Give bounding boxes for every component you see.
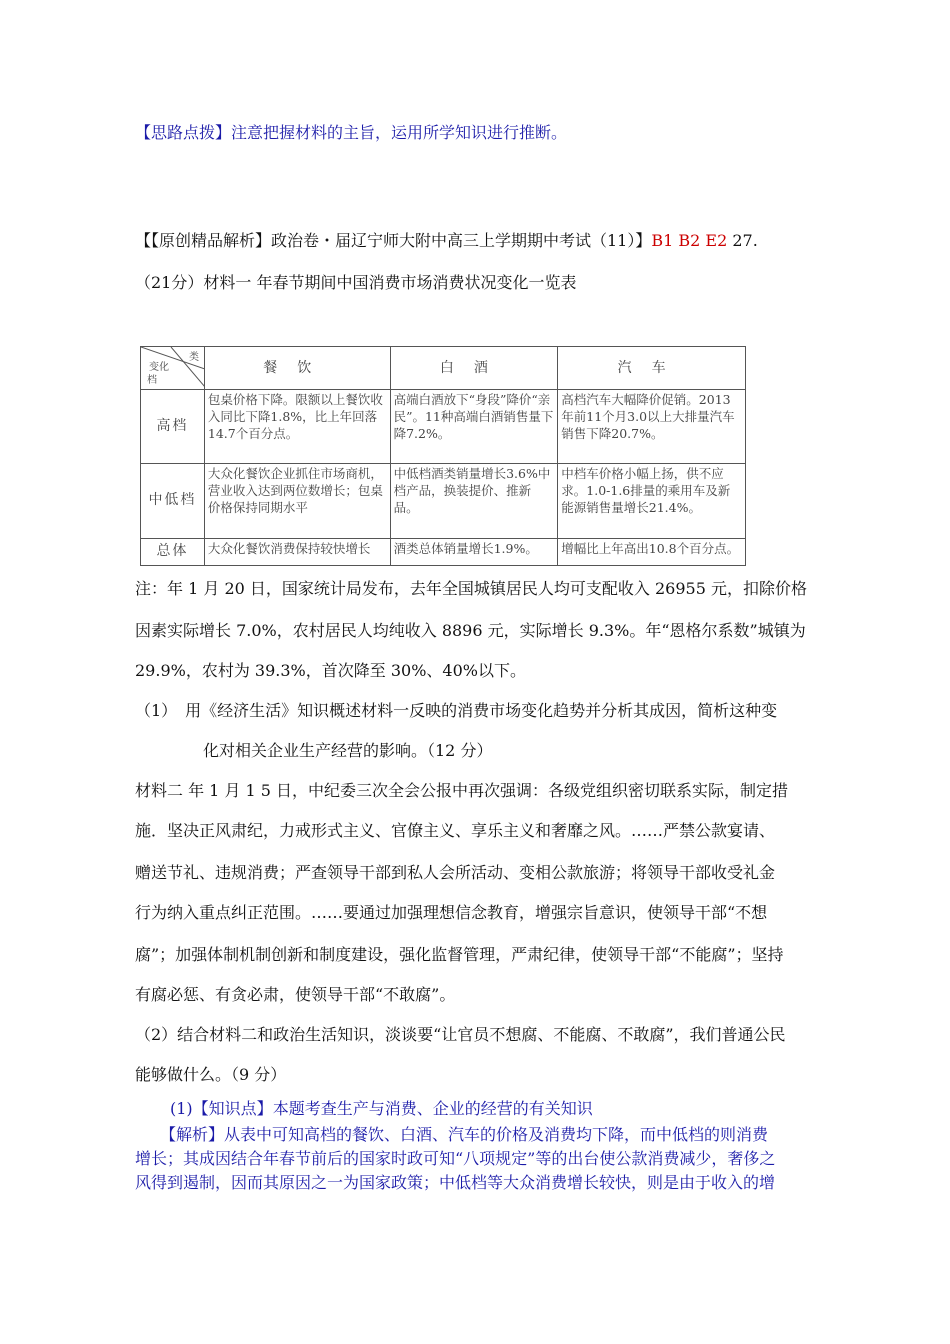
table-row bbox=[141, 538, 746, 566]
row-header: 高档 bbox=[141, 390, 205, 464]
analysis-line: 增长；其成因结合年春节前后的国家时政可知“八项规定”等的出台使公款消费减少，奢侈之 bbox=[135, 1149, 776, 1168]
table-cell: 高档汽车大幅降价促销。2013年前11个月3.0以上大排量汽车销售下降20.7%。 bbox=[558, 390, 746, 464]
question1-line: （1） 用《经济生活》知识概述材料一反映的消费市场变化趋势并分析其成因，简析这种变 bbox=[135, 701, 778, 720]
question2-line: 能够做什么。（9 分） bbox=[135, 1065, 287, 1084]
table-cell: 中低档酒类销量增长3.6%中档产品，换装提价、推新品。 bbox=[390, 464, 558, 538]
question2-line: （2）结合材料二和政治生活知识，淡谈要“让官员不想腐、不能腐、不敢腐”，我们普通公民 bbox=[135, 1025, 786, 1044]
analysis-line bbox=[160, 1124, 768, 1146]
table-row bbox=[141, 390, 746, 464]
analysis-line: 风得到遏制，因而其原因之一为国家政策；中低档等大众消费增长较快，则是由于收入的增 bbox=[135, 1173, 776, 1192]
consumption-table bbox=[140, 346, 746, 566]
note-line: 29.9%，农村为 39.3%，首次降至 30%、40%以下。 bbox=[135, 661, 526, 680]
material2-line: 行为纳入重点纠正范围。……要通过加强理想信念教育，增强宗旨意识，使领导干部“不想 bbox=[135, 903, 768, 922]
table-row bbox=[141, 464, 746, 538]
column-header: 餐饮 bbox=[204, 347, 390, 390]
material1-title: （21分）材料一 年春节期间中国消费市场消费状况变化一览表 bbox=[135, 273, 577, 292]
row-header: 总体 bbox=[141, 538, 205, 566]
knowledge-point-text: 本题考查生产与消费、企业的经营的有关知识 bbox=[272, 1099, 593, 1118]
knowledge-point-number: (1) bbox=[170, 1099, 193, 1118]
corner-label-top: 类 bbox=[189, 352, 199, 363]
question1-line: 化对相关企业生产经营的影响。（12 分） bbox=[203, 741, 493, 760]
hint-line bbox=[135, 122, 567, 144]
note-line: 因素实际增长 7.0%，农村居民人均纯收入 8896 元，实际增长 9.3%。年“恩格尔系数”城镇为 bbox=[135, 621, 806, 640]
knowledge-point-line bbox=[170, 1098, 593, 1120]
table-cell: 增幅比上年高出10.8个百分点。 bbox=[558, 538, 746, 566]
row-header: 中低档 bbox=[141, 464, 205, 538]
analysis-text: 从表中可知高档的餐饮、白酒、汽车的价格及消费均下降，而中低档的则消费 bbox=[224, 1125, 769, 1144]
analysis-label: 【解析】 bbox=[160, 1125, 225, 1144]
note-line: 注：年 1 月 20 日，国家统计局发布，去年全国城镇居民人均可支配收入 26955 元，扣除价格 bbox=[135, 579, 807, 598]
table-header-row bbox=[141, 347, 746, 390]
question-codes: B1 B2 E2 bbox=[651, 231, 728, 250]
corner-label-mid: 变化 bbox=[149, 362, 169, 373]
table-cell: 酒类总体销量增长1.9%。 bbox=[390, 538, 558, 566]
hint-text: 注意把握材料的主旨，运用所学知识进行推断。 bbox=[231, 123, 568, 142]
material2-line: 材料二 年 1 月 1 5 日，中纪委三次全会公报中再次强调：各级党组织密切联系实际，制定措 bbox=[135, 781, 789, 800]
table-cell: 大众化餐饮企业抓住市场商机，营业收入达到两位数增长；包桌价格保持同期水平 bbox=[204, 464, 390, 538]
material2-line: 有腐必惩、有贪必肃，使领导干部“不敢腐”。 bbox=[135, 985, 456, 1004]
knowledge-point-label: 【知识点】 bbox=[192, 1099, 273, 1118]
question-source: 【【原创精品解析】政治卷・届辽宁师大附中高三上学期期中考试（11）】 bbox=[135, 231, 652, 250]
material2-line: 施．坚决正风肃纪，力戒形式主义、官僚主义、享乐主义和奢靡之风。……严禁公款宴请、 bbox=[135, 821, 776, 840]
material2-line: 赠送节礼、违规消费；严查领导干部到私人会所活动、变相公款旅游；将领导干部收受礼金 bbox=[135, 863, 776, 882]
table-cell: 中档车价格小幅上扬，供不应求。1.0-1.6排量的乘用车及新能源销售量增长21.4%。 bbox=[558, 464, 746, 538]
column-header: 汽车 bbox=[558, 347, 746, 390]
corner-label-left: 档 bbox=[147, 375, 157, 386]
table-corner-cell bbox=[141, 347, 205, 390]
table-cell: 包桌价格下降。限额以上餐饮收入同比下降1.8%，比上年回落14.7个百分点。 bbox=[204, 390, 390, 464]
table-cell: 高端白酒放下“身段”降价“亲民”。11种高端白酒销售量下降7.2%。 bbox=[390, 390, 558, 464]
table-cell: 大众化餐饮消费保持较快增长 bbox=[204, 538, 390, 566]
hint-label: 【思路点拨】 bbox=[135, 123, 232, 142]
column-header: 白酒 bbox=[390, 347, 558, 390]
material2-line: 腐”；加强体制机制创新和制度建设，强化监督管理，严肃纪律，使领导干部“不能腐”；坚持 bbox=[135, 945, 784, 964]
question-header bbox=[135, 230, 758, 252]
question-number: 27. bbox=[732, 231, 758, 250]
